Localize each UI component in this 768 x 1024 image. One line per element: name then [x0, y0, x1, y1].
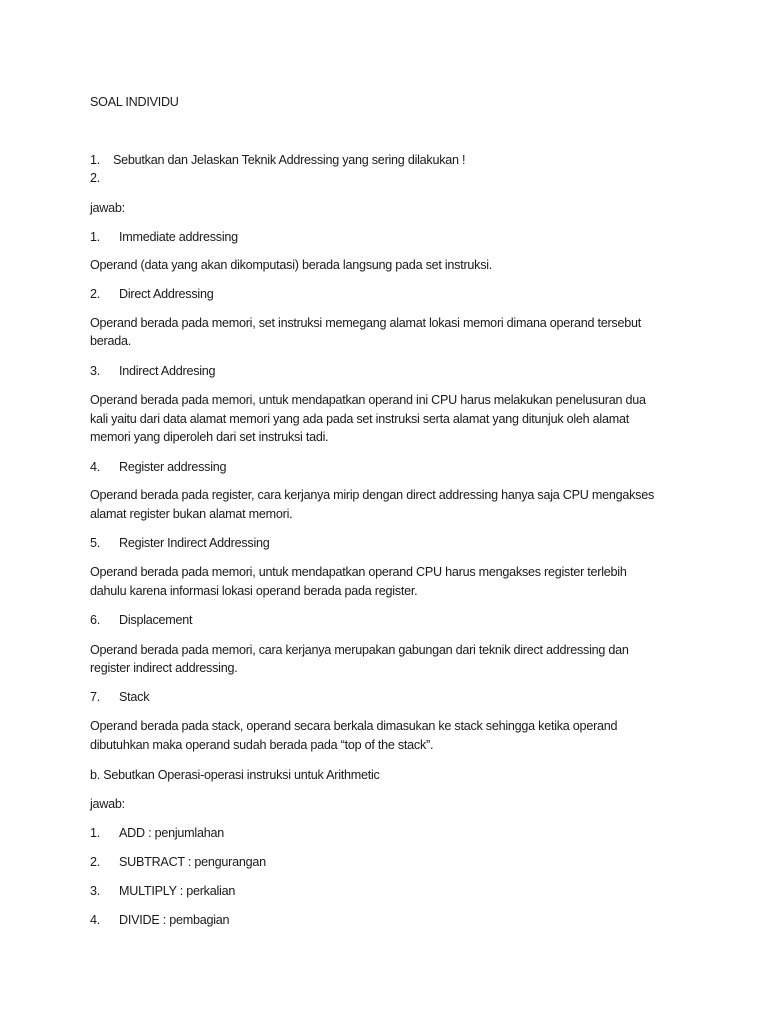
arithmetic-text: ADD : penjumlahan — [119, 826, 224, 840]
technique-desc: Operand berada pada memori, untuk mendapatkan operand ini CPU harus melakukan penelusuran dua — [90, 393, 646, 407]
technique-name: Direct Addressing — [119, 287, 214, 301]
list-number: 1. — [90, 826, 101, 840]
technique-desc: dibutuhkan maka operand sudah berada pada “top of the stack”. — [90, 738, 434, 752]
question-text: Sebutkan dan Jelaskan Teknik Addressing yang sering dilakukan ! — [113, 153, 466, 167]
technique-desc: Operand berada pada memori, untuk mendapatkan operand CPU harus mengakses register terlebih — [90, 565, 627, 579]
technique-name: Register Indirect Addressing — [119, 536, 270, 550]
technique-name: Displacement — [119, 613, 193, 627]
technique-name: Register addressing — [119, 460, 227, 474]
list-number: 5. — [90, 536, 101, 550]
technique-desc: dahulu karena informasi lokasi operand berada pada register. — [90, 584, 418, 598]
list-number: 2. — [90, 287, 101, 301]
answer-label: jawab: — [90, 201, 125, 215]
technique-desc: Operand berada pada memori, set instruksi memegang alamat lokasi memori dimana operand tersebut — [90, 316, 641, 330]
answer-label: jawab: — [90, 797, 125, 811]
technique-name: Immediate addressing — [119, 230, 238, 244]
arithmetic-text: MULTIPLY : perkalian — [119, 884, 236, 898]
list-number: 6. — [90, 613, 101, 627]
list-number: 3. — [90, 884, 101, 898]
document-title: SOAL INDIVIDU — [90, 95, 179, 109]
technique-name: Indirect Addresing — [119, 364, 216, 378]
technique-desc: Operand berada pada register, cara kerjanya mirip dengan direct addressing hanya saja CPU mengakses — [90, 488, 654, 502]
technique-desc: Operand berada pada memori, cara kerjanya merupakan gabungan dari teknik direct addressing dan — [90, 643, 629, 657]
technique-desc: alamat register bukan alamat memori. — [90, 507, 293, 521]
technique-desc: memori yang diperoleh dari set instruksi tadi. — [90, 430, 329, 444]
arithmetic-text: DIVIDE : pembagian — [119, 913, 230, 927]
question-number: 2. — [90, 171, 101, 185]
question-b: b. Sebutkan Operasi-operasi instruksi untuk Arithmetic — [90, 768, 380, 782]
question-number: 1. — [90, 153, 101, 167]
arithmetic-text: SUBTRACT : pengurangan — [119, 855, 266, 869]
technique-desc: Operand (data yang akan dikomputasi) berada langsung pada set instruksi. — [90, 258, 493, 272]
list-number: 7. — [90, 690, 101, 704]
technique-desc: kali yaitu dari data alamat memori yang ada pada set instruksi serta alamat yang ditunjuk oleh alamat — [90, 412, 629, 426]
list-number: 4. — [90, 460, 101, 474]
technique-name: Stack — [119, 690, 150, 704]
list-number: 4. — [90, 913, 101, 927]
technique-desc: berada. — [90, 334, 131, 348]
list-number: 3. — [90, 364, 101, 378]
list-number: 1. — [90, 230, 101, 244]
list-number: 2. — [90, 855, 101, 869]
technique-desc: Operand berada pada stack, operand secara berkala dimasukan ke stack sehingga ketika operand — [90, 719, 618, 733]
technique-desc: register indirect addressing. — [90, 661, 238, 675]
